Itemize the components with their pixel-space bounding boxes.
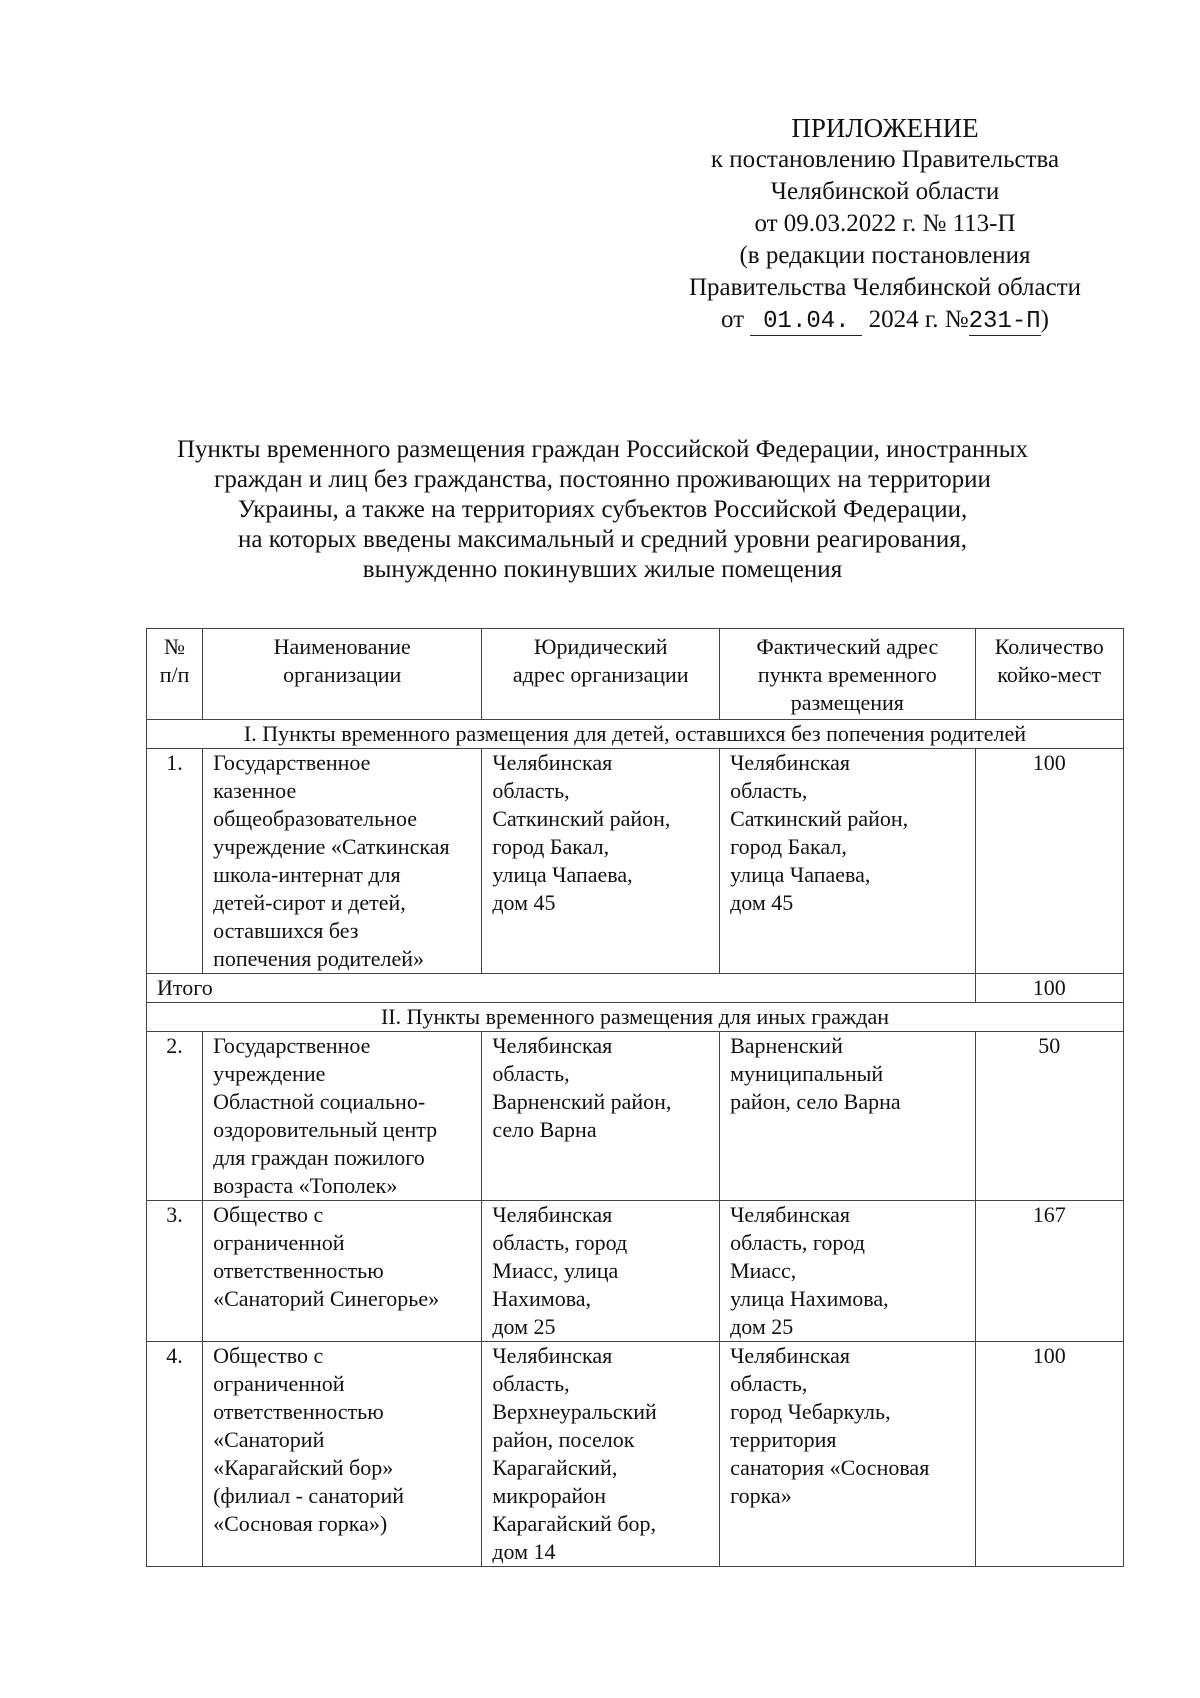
bed-count: 100 bbox=[975, 749, 1124, 974]
actual-address: Челябинская область, город Чебаркуль, территория санатория «Сосновая горка» bbox=[720, 1342, 975, 1567]
table-row bbox=[147, 749, 1124, 974]
year-text: 2024 г. № bbox=[868, 306, 969, 333]
appendix-block bbox=[655, 112, 1115, 336]
header-num: № п/п bbox=[147, 629, 203, 720]
amendment-number: 231-П bbox=[968, 308, 1041, 335]
table-row bbox=[147, 1201, 1124, 1342]
total-row bbox=[147, 974, 1124, 1003]
legal-address: Челябинская область, город Миасс, улица Нахимова, дом 25 bbox=[482, 1201, 720, 1342]
heading-line-4: на которых введены максимальный и средний уровни реагирования, bbox=[238, 526, 967, 553]
heading-line-2: граждан и лиц без гражданства, постоянно проживающих на территории bbox=[214, 466, 991, 493]
amendment-line bbox=[655, 304, 1115, 336]
section-2-title: II. Пункты временного размещения для иных граждан bbox=[147, 1003, 1124, 1032]
header-name: Наименование организации bbox=[203, 629, 482, 720]
org-name: Государственное учреждение Областной социально- оздоровительный центр для граждан пожилого возраста «Тополек» bbox=[203, 1032, 482, 1201]
appendix-line-1: к постановлению Правительства bbox=[710, 146, 1060, 173]
total-value: 100 bbox=[975, 974, 1124, 1003]
org-name: Государственное казенное общеобразовательное учреждение «Саткинская школа-интернат для детей-сирот и детей, оставшихся без попечения родителей» bbox=[203, 749, 482, 974]
header-actual-address: Фактический адрес пункта временного размещения bbox=[720, 629, 975, 720]
heading-line-5: вынужденно покинувших жилые помещения bbox=[362, 556, 843, 583]
row-num: 4. bbox=[147, 1342, 203, 1567]
table-row bbox=[147, 1032, 1124, 1201]
header-legal-address: Юридический адрес организации bbox=[482, 629, 720, 720]
row-num: 1. bbox=[147, 749, 203, 974]
org-name: Общество с ограниченной ответственностью «Санаторий Синегорье» bbox=[203, 1201, 482, 1342]
heading-line-3: Украины, а также на территориях субъектов Российской Федерации, bbox=[237, 496, 968, 523]
appendix-title: ПРИЛОЖЕНИЕ bbox=[791, 113, 979, 143]
section-row bbox=[147, 720, 1124, 749]
header-quantity: Количество койко-мест bbox=[975, 629, 1124, 720]
org-name: Общество с ограниченной ответственностью «Санаторий «Карагайский бор» (филиал - санаторий «Сосновая горка») bbox=[203, 1342, 482, 1567]
actual-address: Челябинская область, город Миасс, улица Нахимова, дом 25 bbox=[720, 1201, 975, 1342]
bed-count: 100 bbox=[975, 1342, 1124, 1567]
bed-count: 50 bbox=[975, 1032, 1124, 1201]
document-heading bbox=[120, 435, 1085, 585]
appendix-line-3: от 09.03.2022 г. № 113-П bbox=[754, 210, 1016, 237]
actual-address: Челябинская область, Саткинский район, город Бакал, улица Чапаева, дом 45 bbox=[720, 749, 975, 974]
appendix-line-5: Правительства Челябинской области bbox=[688, 274, 1082, 301]
amendment-date: 01.04. bbox=[750, 309, 862, 336]
total-label: Итого bbox=[147, 974, 976, 1003]
legal-address: Челябинская область, Саткинский район, город Бакал, улица Чапаева, дом 45 bbox=[482, 749, 720, 974]
heading-line-1: Пункты временного размещения граждан Российской Федерации, иностранных bbox=[176, 436, 1028, 463]
appendix-line-2: Челябинской области bbox=[770, 178, 1000, 205]
legal-address: Челябинская область, Верхнеуральский район, поселок Карагайский, микрорайон Карагайский бор, дом 14 bbox=[482, 1342, 720, 1567]
from-label: от bbox=[721, 306, 745, 333]
row-num: 3. bbox=[147, 1201, 203, 1342]
row-num: 2. bbox=[147, 1032, 203, 1201]
legal-address: Челябинская область, Варненский район, село Варна bbox=[482, 1032, 720, 1201]
section-1-title: I. Пункты временного размещения для детей, оставшихся без попечения родителей bbox=[147, 720, 1124, 749]
actual-address: Варненский муниципальный район, село Варна bbox=[720, 1032, 975, 1201]
table-row bbox=[147, 1342, 1124, 1567]
placements-table bbox=[146, 628, 1124, 1567]
section-row bbox=[147, 1003, 1124, 1032]
bed-count: 167 bbox=[975, 1201, 1124, 1342]
closing-paren: ) bbox=[1040, 306, 1049, 333]
table-header-row bbox=[147, 629, 1124, 720]
appendix-line-4: (в редакции постановления bbox=[739, 242, 1031, 269]
